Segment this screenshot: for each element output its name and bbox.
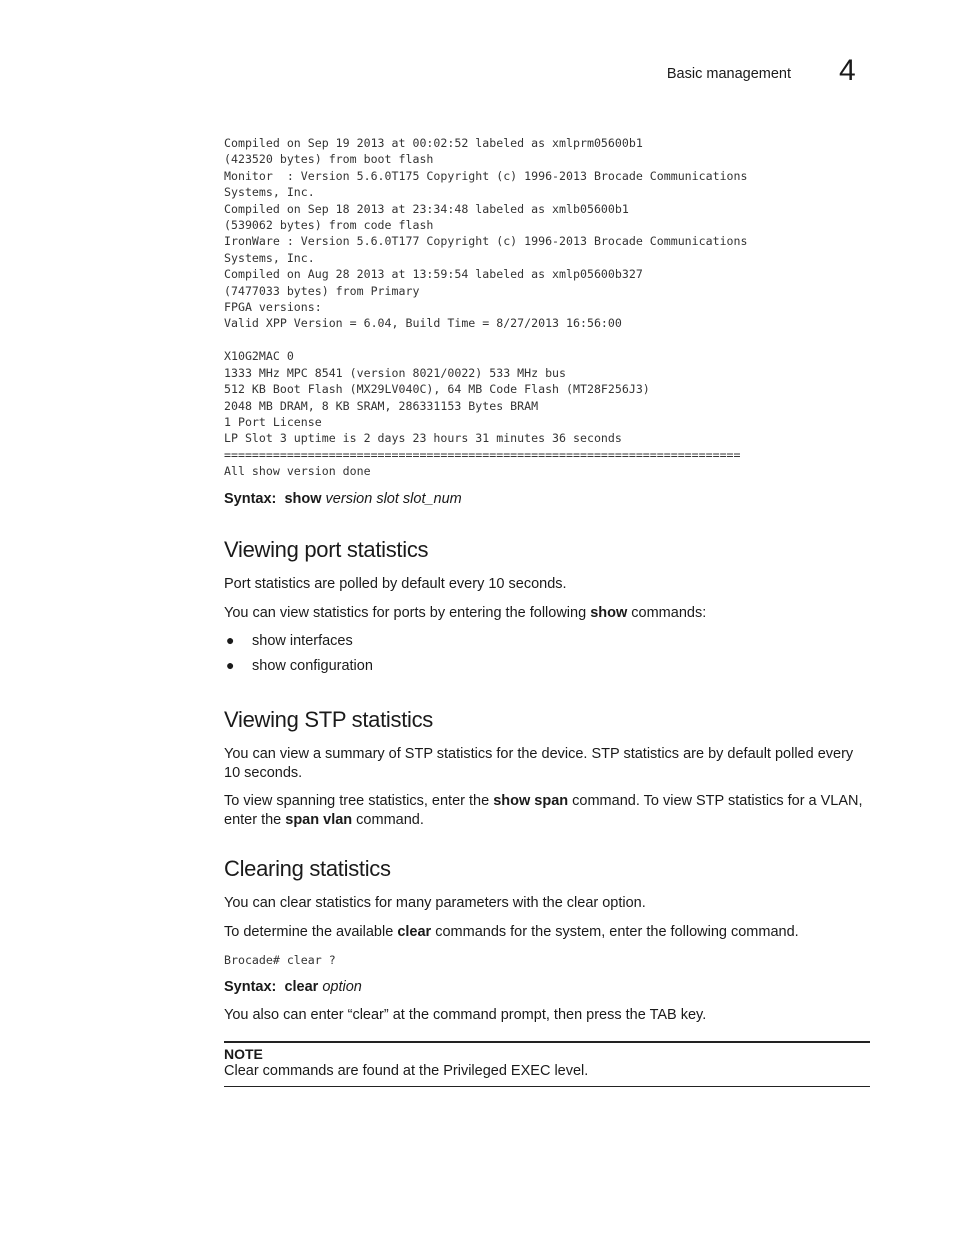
page-header [0,56,954,96]
heading-viewing-port-statistics: Viewing port statistics [224,536,429,562]
syntax-args: option [322,978,362,995]
show-version-output [224,135,870,480]
code-line: 1 Port License [224,414,322,429]
stp-stats-paragraph-2 [224,792,870,830]
syntax-command: show [284,490,322,507]
code-line: Monitor : Version 5.6.0T175 Copyright (c) 1996-2013 Brocade Communications [224,168,748,183]
chapter-title: Basic management [666,66,791,82]
syntax-command: clear [284,978,319,995]
heading-clearing-statistics: Clearing statistics [224,855,391,881]
syntax-label: Syntax: [224,978,277,995]
code-line: IronWare : Version 5.6.0T177 Copyright (c) 1996-2013 Brocade Communications [224,234,748,249]
port-stats-command-list [224,633,870,683]
code-line: (7477033 bytes) from Primary [224,283,420,298]
text-run: command. [352,811,424,828]
note-box [224,1041,870,1087]
list-item [224,633,870,658]
port-stats-paragraph-1: Port statistics are polled by default every 10 seconds. [224,575,567,592]
code-line: Compiled on Sep 19 2013 at 00:02:52 labeled as xmlprm05600b1 [224,136,643,150]
code-line: (539062 bytes) from code flash [224,218,434,233]
command-keyword: span vlan [285,811,353,828]
port-stats-paragraph-2 [224,604,870,623]
command-keyword: clear [397,923,432,940]
chapter-number: 4 [839,54,856,87]
syntax-label: Syntax: [224,490,277,507]
text-run: You can view statistics for ports by entering the following [224,604,591,621]
code-line: Systems, Inc. [224,250,315,265]
syntax-show-version [224,490,870,509]
code-line: 2048 MB DRAM, 8 KB SRAM, 286331153 Bytes BRAM [224,398,539,413]
text-run: To view spanning tree statistics, enter the [224,792,494,809]
list-item [224,658,870,683]
list-item-text: show configuration [252,657,373,674]
bullet-icon: ● [226,656,235,673]
text-run: command. To view STP statistics for a VLAN, enter the [224,792,863,828]
clear-stats-paragraph-2 [224,923,870,942]
code-line: X10G2MAC 0 [224,349,294,364]
note-text: Clear commands are found at the Privileged EXEC level. [224,1062,589,1079]
code-line: Compiled on Aug 28 2013 at 13:59:54 labeled as xmlp05600b327 [224,267,643,282]
clear-stats-paragraph-3: You also can enter “clear” at the command prompt, then press the TAB key. [224,1006,707,1023]
command-keyword: show [590,604,628,621]
code-line: 1333 MHz MPC 8541 (version 8021/0022) 533 MHz bus [224,365,567,380]
syntax-args: version slot slot_num [325,490,462,507]
bullet-icon: ● [226,631,235,648]
clear-stats-paragraph-1: You can clear statistics for many parameters with the clear option. [224,894,646,911]
code-line: LP Slot 3 uptime is 2 days 23 hours 31 minutes 36 seconds [224,431,622,446]
code-line: Compiled on Sep 18 2013 at 23:34:48 labeled as xmlb05600b1 [224,201,629,216]
code-line: Valid XPP Version = 6.04, Build Time = 8/27/2013 16:56:00 [224,316,622,331]
text-run: To determine the available [224,923,398,940]
list-item-text: show interfaces [252,632,353,649]
stp-stats-paragraph-1: You can view a summary of STP statistics for the device. STP statistics are by default polled every 10 seconds. [224,745,854,781]
code-line: FPGA versions: [224,300,322,315]
text-run: commands: [627,604,707,621]
text-run: commands for the system, enter the following command. [431,923,799,940]
main-content [224,135,870,1087]
note-label: NOTE [224,1045,263,1062]
command-keyword: show span [493,792,569,809]
heading-viewing-stp-statistics: Viewing STP statistics [224,706,434,732]
clear-command-example: Brocade# clear ? [224,952,336,967]
code-line: Systems, Inc. [224,185,315,200]
code-line: All show version done [224,464,371,479]
code-line: 512 KB Boot Flash (MX29LV040C), 64 MB Code Flash (MT28F256J3) [224,382,650,397]
syntax-clear [224,978,870,997]
code-line: (423520 bytes) from boot flash [224,152,434,167]
code-line: ========================================================================== [224,447,741,462]
